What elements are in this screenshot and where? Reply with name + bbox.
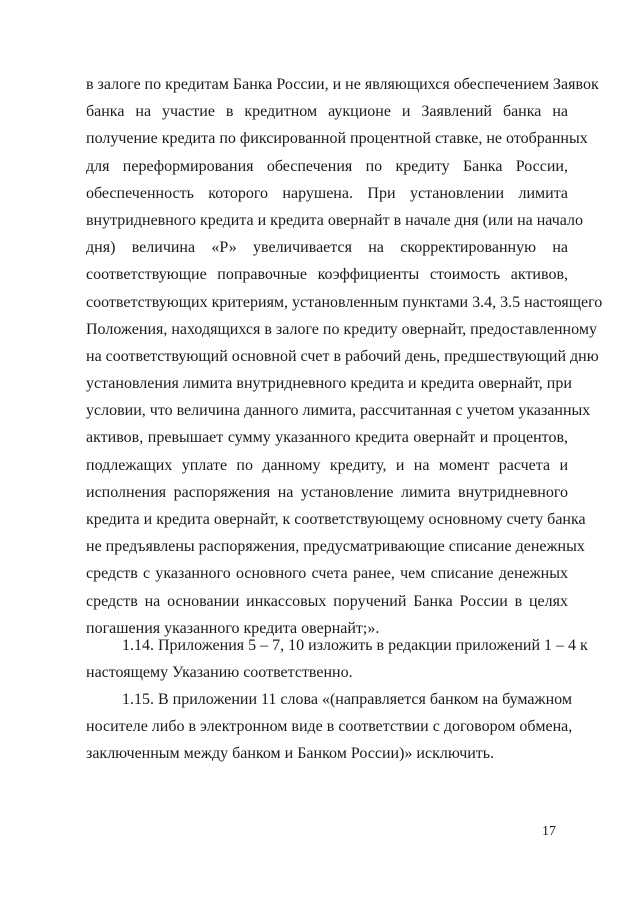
text-line: кредита и кредита овернайт, к соответствующему основному счету банка (86, 511, 586, 528)
text-line: носителе либо в электронном виде в соответствии с договором обмена, (86, 718, 573, 736)
paragraph-continuation (86, 71, 603, 642)
text-line: 1.14. Приложения 5 – 7, 10 изложить в редакции приложений 1 – 4 к (122, 637, 588, 654)
text-line: не предъявлены распоряжения, предусматривающие списание денежных (86, 538, 585, 556)
paragraph-item-1-15 (86, 686, 573, 768)
text-line: Положения, находящихся в залоге по кредиту овернайт, предоставленному (86, 320, 597, 338)
text-line: внутридневного кредита и кредита овернайт в начале дня (или на начало (86, 211, 584, 229)
text-line: средств с указанного основного счета ранее, чем списание денежных (86, 565, 568, 583)
text-line: соответствующих критериям, установленным пунктами 3.4, 3.5 настоящего (86, 293, 603, 311)
text-line: обеспеченность которого нарушена. При установлении лимита (86, 184, 568, 202)
text-line: соответствующие поправочные коэффициенты стоимость активов, (86, 266, 568, 284)
paragraph-item-1-14 (86, 632, 588, 686)
text-line: заключенным между банком и Банком России)» исключить. (86, 745, 495, 763)
text-line: настоящему Указанию соответственно. (86, 664, 353, 682)
page-number: 17 (542, 824, 556, 839)
text-line: активов, превышает сумму указанного кредита овернайт и процентов, (86, 429, 568, 447)
text-line: 1.15. В приложении 11 слова «(направляется банком на бумажном (122, 691, 572, 708)
text-line: в залоге по кредитам Банка России, и не являющихся обеспечением Заявок (86, 76, 599, 93)
text-line: погашения указанного кредита овернайт;». (86, 619, 380, 637)
text-line: на соответствующий основной счет в рабочий день, предшествующий дню (86, 347, 599, 365)
text-line: подлежащих уплате по данному кредиту, и на момент расчета и (86, 456, 568, 474)
text-line: получение кредита по фиксированной процентной ставке, не отобранных (86, 130, 588, 148)
text-line: условии, что величина данного лимита, рассчитанная с учетом указанных (86, 402, 591, 420)
text-line: дня) величина «Р» увеличивается на скорректированную на (86, 239, 568, 257)
text-line: для переформирования обеспечения по кредиту Банка России, (86, 157, 568, 175)
text-line: установления лимита внутридневного кредита и кредита овернайт, при (86, 375, 572, 393)
text-line: средств на основании инкассовых поручений Банка России в целях (86, 592, 568, 610)
text-line: банка на участие в кредитном аукционе и Заявлений банка на (86, 103, 568, 121)
text-line: исполнения распоряжения на установление лимита внутридневного (86, 483, 568, 501)
